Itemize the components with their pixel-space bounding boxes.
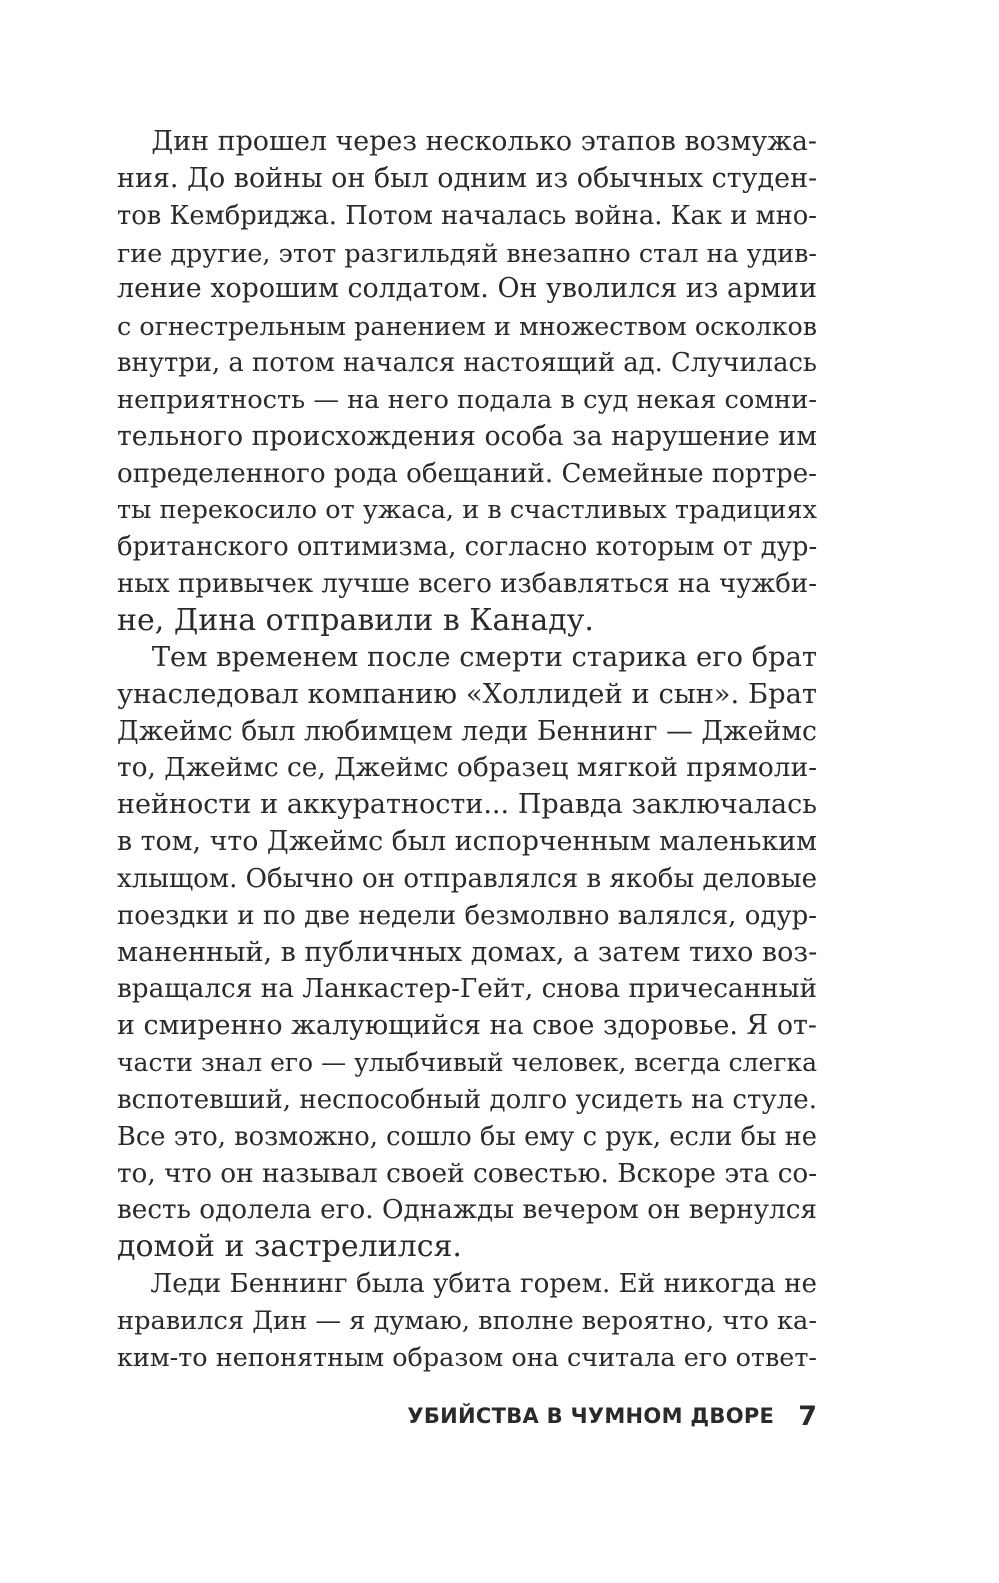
text-line: с огнестрельным ранением и множеством осколков — [117, 311, 817, 342]
text-line: и смиренно жалующийся на свое здоровье. Я от- — [117, 1010, 817, 1042]
text-line: определенного рода обещаний. Семейные портре- — [117, 458, 817, 489]
page-footer — [117, 1398, 817, 1434]
text-line: весть одолела его. Однажды вечером он вернулся — [117, 1195, 817, 1226]
text-line: ты перекосило от ужаса, и в счастливых традициях — [117, 495, 817, 526]
text-line: не, Дина отправили в Канаду. — [117, 602, 594, 638]
text-line: Леди Беннинг была убита горем. Ей никогда не — [117, 1269, 817, 1300]
text-line: нравился Дин — я думаю, вполне вероятно, что ка- — [117, 1306, 817, 1336]
text-line: нейности и аккуратности... Правда заключалась — [117, 789, 817, 821]
text-line: домой и застрелился. — [117, 1229, 462, 1265]
text-line: ния. До войны он был одним из обычных студен- — [117, 162, 818, 194]
text-line: Дин прошел через несколько этапов возмужа- — [117, 126, 817, 157]
text-line: Тем временем после смерти старика его брат — [117, 641, 817, 673]
text-line: тельного происхождения особа за нарушение им — [117, 420, 817, 452]
body-text — [117, 124, 817, 1377]
text-line: Джеймс был любимцем леди Беннинг — Джеймс — [117, 715, 817, 747]
text-line: тов Кембриджа. Потом началась война. Как и мно- — [117, 200, 817, 231]
text-line: унаследовал компанию «Холлидей и сын». Брат — [117, 678, 817, 710]
text-line: ким-то непонятным образом она считала его ответ- — [117, 1342, 817, 1373]
text-line: вспотевший, неспособный долго усидеть на стуле. — [117, 1084, 817, 1115]
text-line: ных привычек лучше всего избавляться на чужби- — [117, 569, 817, 600]
text-line: поездки и по две недели безмолвно валялся, одур- — [117, 900, 817, 931]
text-line: Все это, возможно, сошло бы ему с рук, если бы не — [117, 1121, 817, 1152]
running-title: УБИЙСТВА В ЧУМНОМ ДВОРЕ — [407, 1404, 775, 1428]
text-line: ление хорошим солдатом. Он уволился из армии — [117, 273, 817, 305]
text-line: в том, что Джеймс был испорченным маленьким — [117, 826, 817, 858]
text-line: то, Джеймс се, Джеймс образец мягкой прямоли- — [117, 752, 818, 784]
text-line: британского оптимизма, согласно которым от дур- — [117, 532, 818, 563]
text-line: вращался на Ланкастер-Гейт, снова причесанный — [117, 974, 817, 1005]
text-line: хлыщом. Обычно он отправлялся в якобы деловые — [117, 863, 817, 894]
text-line: то, что он называл своей совестью. Вскоре эта со- — [117, 1158, 818, 1189]
text-line: внутри, а потом начался настоящий ад. Случилась — [117, 348, 817, 379]
text-line: части знал его — улыбчивый человек, всегда слегка — [117, 1048, 817, 1078]
page-number: 7 — [798, 1400, 817, 1432]
text-line: неприятность — на него подала в суд некая сомни- — [117, 384, 817, 415]
text-line: маненный, в публичных домах, а затем тихо воз- — [117, 936, 818, 968]
text-line: гие другие, этот разгильдяй внезапно стал на удив- — [117, 237, 817, 268]
